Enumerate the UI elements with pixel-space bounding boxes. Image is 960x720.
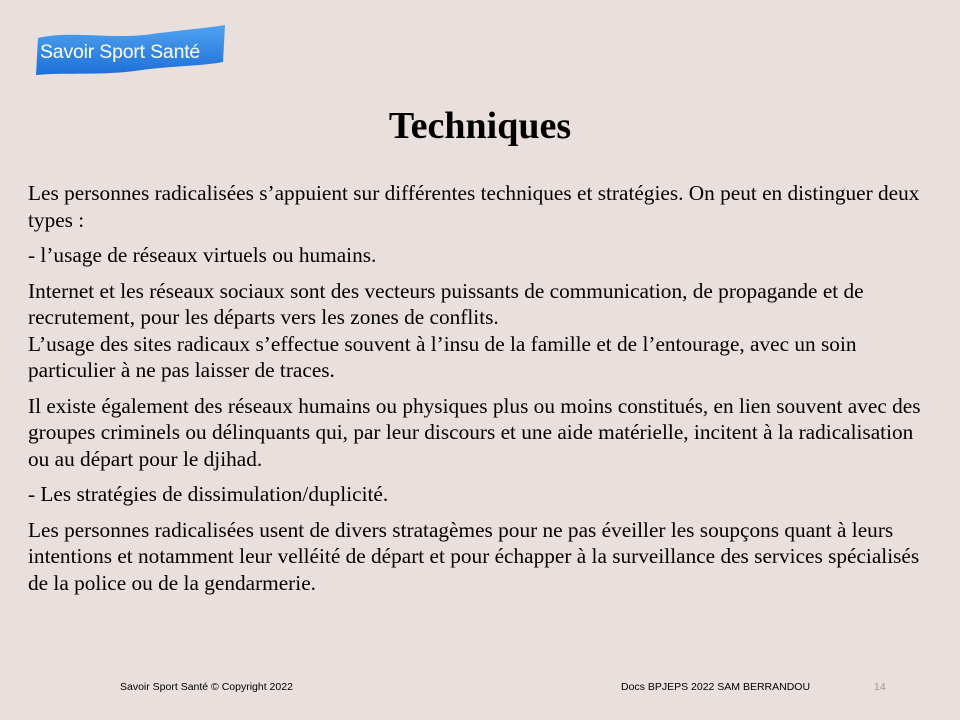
footer-copyright: Savoir Sport Santé © Copyright 2022 xyxy=(120,681,293,693)
paragraph: Internet et les réseaux sociaux sont des vecteurs puissants de communication, de propagande et de recrutement, pour les départs vers les zones de conflits. xyxy=(28,278,864,329)
paragraph: Il existe également des réseaux humains ou physiques plus ou moins constitués, en lien souvent avec des groupes criminels ou délinquants qui, par leur discours et une aide matérielle, incitent à la radicalisation ou au départ pour le djihad. xyxy=(28,393,921,471)
paragraph: Les personnes radicalisées usent de divers stratagèmes pour ne pas éveiller les soupçons quant à leurs intentions et notamment leur velléité de départ et pour échapper à la surveillance des services spécialisés de la police ou de la gendarmerie. xyxy=(28,517,920,595)
body-text xyxy=(28,180,938,605)
page-number: 14 xyxy=(874,681,886,693)
page-title: Techniques xyxy=(388,105,572,147)
footer-docs: Docs BPJEPS 2022 SAM BERRANDOU xyxy=(621,681,811,693)
logo xyxy=(32,24,228,76)
paragraph: - Les stratégies de dissimulation/duplicité. xyxy=(28,482,389,506)
paragraph: L’usage des sites radicaux s’effectue souvent à l’insu de la famille et de l’entourage, avec un soin particulier à ne pas laisser de traces. xyxy=(28,331,857,382)
paragraph: Les personnes radicalisées s’appuient sur différentes techniques et stratégies. On peut en distinguer deux types : xyxy=(28,181,920,232)
logo-text: Savoir Sport Santé xyxy=(40,41,201,63)
paragraph: - l’usage de réseaux virtuels ou humains. xyxy=(28,243,377,267)
